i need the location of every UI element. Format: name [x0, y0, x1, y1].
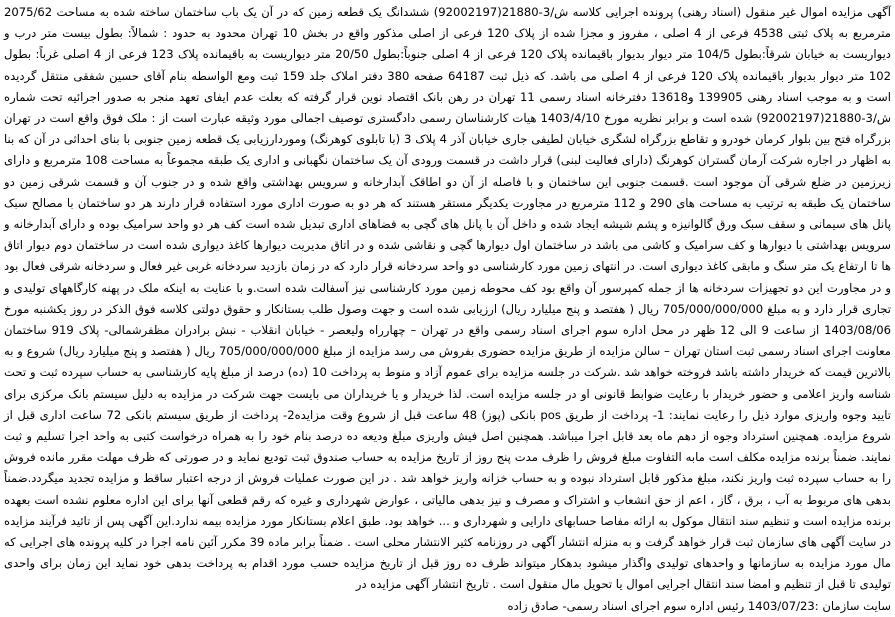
auction-notice-body: آگهی مزایده اموال غیر منقول (اسناد رهنی) پرونده اجرایی کلاسه ش/3-21880(92002197) ششدانگ یک قطعه زمین که در آن یک باب ساختمان ساخته شده به مساحت 2075/62 مترمربع به پلاک ثبتی 4538 فرعی از 4 اصلی ، مفروز و مجزا شده از پلاک 120 فرعی از اصلی مذکور واقع در بخش 10 تهران محدود به حدود : شمالاً: بطول بیست متر درب و دیواریست به خیابان شرقاً:بطول 104/5 متر دیوار بدیوار باقیمانده پلاک 120 فرعی از 4 اصلی جنوباً:بطول 20/50 متر دیواریست به باقیمانده پلاک 123 فرعی از 4 اصلی غرباً: بطول 102 متر دیوار بدیوار باقیمانده پلاک 120 فرعی از 4 اصلی می باشد. که ذیل ثبت 64187 صفحه 380 دفتر املاک جلد 159 ثبت ومع الواسطه بنام آقای حسین شفقی منتقل گردیده است و به موجب اسناد رهنی 139905 و13618 دفترخانه اسناد رسمی 11 تهران در رهن بانک اقتصاد نوین قرار گرفته که بعلت عدم ایفای تعهد منجر به صدور اجرائیه تحت شماره ش/3-21880(92002197) شده است و برابر نظریه مورخ 1403/4/10 هیات کارشناسان رسمی دادگستری توصیف اجمالی مورد وثیقه عبارت است از : ملک فوق واقع است در تهران بزرگراه فتح بین بلوار کرمان خودرو و تقاطع بزرگراه لشگری خیابان لطیفی جاری خیابان آذر 4 پلاک 3 (با تابلوی کوهرنگ) وموردارزیابی یک قطعه زمین جنوبی با بنای احداثی در آن که بنا به اظهار در اجاره شرکت آرمان گستران کوهرنگ (دارای فعالیت لبنی) قرار داشت در قسمت ورودی آن یک ساختمان نگهبانی و اداری یک طبقه مجموعاً به مساحت 108 مترمربع و دارای زیرزمین در ضلع شرقی آن موجود است .قسمت جنوبی این ساختمان و با فاصله از آن دو اطاقک آبدارخانه و سرویس بهداشتی واقع شده و در جنوب آن و قسمت شرقی زمین دو ساختمان یک طبقه به ترتیب به مساحت های 290 و 112 مترمربع در مجاورت یکدیگر مستقر هستند که هر دو به صورت اداری مورد استفاده قرار دارند هر دو ساختمان با مصالح سبک پانل های سیمانی و سقف سبک ورق گالوانیزه و پشم شیشه ایجاد شده و داخل آن با پانل های گچی به فضاهای اداری تبدیل شده است کف هر دو واحد سرامیک بوده و دارای آبدارخانه و سرویس بهداشتی با دیوارها و کف سرامیک و کاشی می باشد در ساختمان اول دیوارها گچی و نقاشی شده و در اتاق مدیریت دیوارها کاغذ دیواری شده است در ساختمان دوم دیوار اتاق ها تا ارتفاع یک متر سنگ و مابقی کاغذ دیواری است. در انتهای زمین مورد کارشناسی دو واحد سردخانه قرار دارد که در زمان بازدید سردخانه غربی غیر فعال و سردخانه شرقی فعال بود و در مجاورت این دو تجهیزات سردخانه ها از جمله کمپرسور آن واقع بود کف محوطه زمین مورد کارشناسی نیز آسفالت شده است.و با عنایت به اینکه ملک در پهنه کارگاههای تولیدی و تجاری قرار دارد و به مبلغ 705/000/000/000 ریال ( هفتصد و پنج میلیارد ریال) ارزیابی شده است و جهت وصول طلب بستانکار و حقوق دولتی کلاسه فوق الذکر در روز یکشنبه مورخ 1403/08/06 از ساعت 9 الی 12 ظهر در محل اداره سوم اجرای اسناد رسمی واقع در تهران – چهارراه ولیعصر - خیابان انقلاب - نبش برادران مظفرشمالی- پلاک 919 ساختمان معاونت اجرای اسناد رسمی ثبت استان تهران – سالن مزایده از طریق مزایده حضوری بفروش می رسد مزایده از مبلغ 705/000/000/000 ریال ( هفتصد و پنج میلیارد ریال) شروع و به بالاترین قیمت که خریدار داشته باشد فروخته خواهد شد .شرکت در جلسه مزایده برای عموم آزاد و منوط به پرداخت 10 (ده) درصد از مبلغ پایه کارشناسی به حساب سپرده ثبت و تحت شناسه واریز اعلامی و حضور خریدار با رعایت ضوابط قانونی او در جلسه مزایده است. لذا خریدار و یا خریداران می بایست جهت شرکت در مزایده به دلیل سیستم بانک مرکزی برای تایید وجوه واریزی موارد ذیل را رعایت نمایند: 1- پرداخت از طریق pos بانکی (پوز) 48 ساعت قبل از شروع وقت مزایده2- پرداخت از طریق سیستم بانکی 72 ساعت اداری قبل از شروع مزایده. همچنین استرداد وجوه از دهم ماه بعد قابل اجرا میباشد. همچنین اصل فیش واریزی مبلغ ودیعه ده درصد بنام خود را به همراه درخواست کتبی به واحد اجرا تسلیم و ثبت نمایند. ضمناً برنده مزایده مکلف است مابه التفاوت مبلغ فروش را ظرف مدت پنج روز از تاریخ مزایده به حساب صندوق ثبت تودیع نماید و در صورتی که ظرف مهلت مقرر مانده فروش را به حساب سپرده ثبت واریز نکند، مبلغ مذکور قابل استرداد نبوده و به حساب خزانه واریز خواهد شد . در این صورت عملیات فروش از درجه اعتبار ساقط و مزایده تجدید میگردد.ضمناً بدهی های مربوط به آب ، برق ، گاز ، اعم از حق انشعاب و اشتراک و مصرف و نیز بدهی مالیاتی ، عوارض شهرداری و غیره که رقم قطعی آنها برای این اداره معلوم نشده است بعهده برنده مزایده است و تنظیم سند انتقال موکول به ارائه مفاصا حسابهای دارایی و شهرداری و ... خواهد بود. طبق اعلام بستانکار مورد مزایده بیمه ندارد.این آگهی پس از تائید فرآیند مزایده در سایت آگهی های سازمان ثبت قرار خواهد گرفت و به منزله انتشار آگهی در روزنامه کثیر الانتشار محلی است . ضمناً برابر ماده 39 مکرر آئین نامه اجرا در کلیه پرونده های اجرایی که مال مورد مزایده به سازمانها و واحدهای تولیدی واگذار میشود بدهکار میتواند ظرف ده روز قبل از تاریخ مزایده حسب مورد اقدام به پرداخت بدهی خود نماید این زمان برای واحدی تولیدی تا قبل از تنظیم و امضا سند انتقال اجرایی اموال یا تحویل مال منقول است . تاریخ انتشار آگهی مزایده در — [4, 5, 892, 592]
auction-notice-footer: سایت سازمان :1403/07/23 رئیس اداره سوم اجرای اسناد رسمی- صادق زاده — [507, 598, 891, 613]
